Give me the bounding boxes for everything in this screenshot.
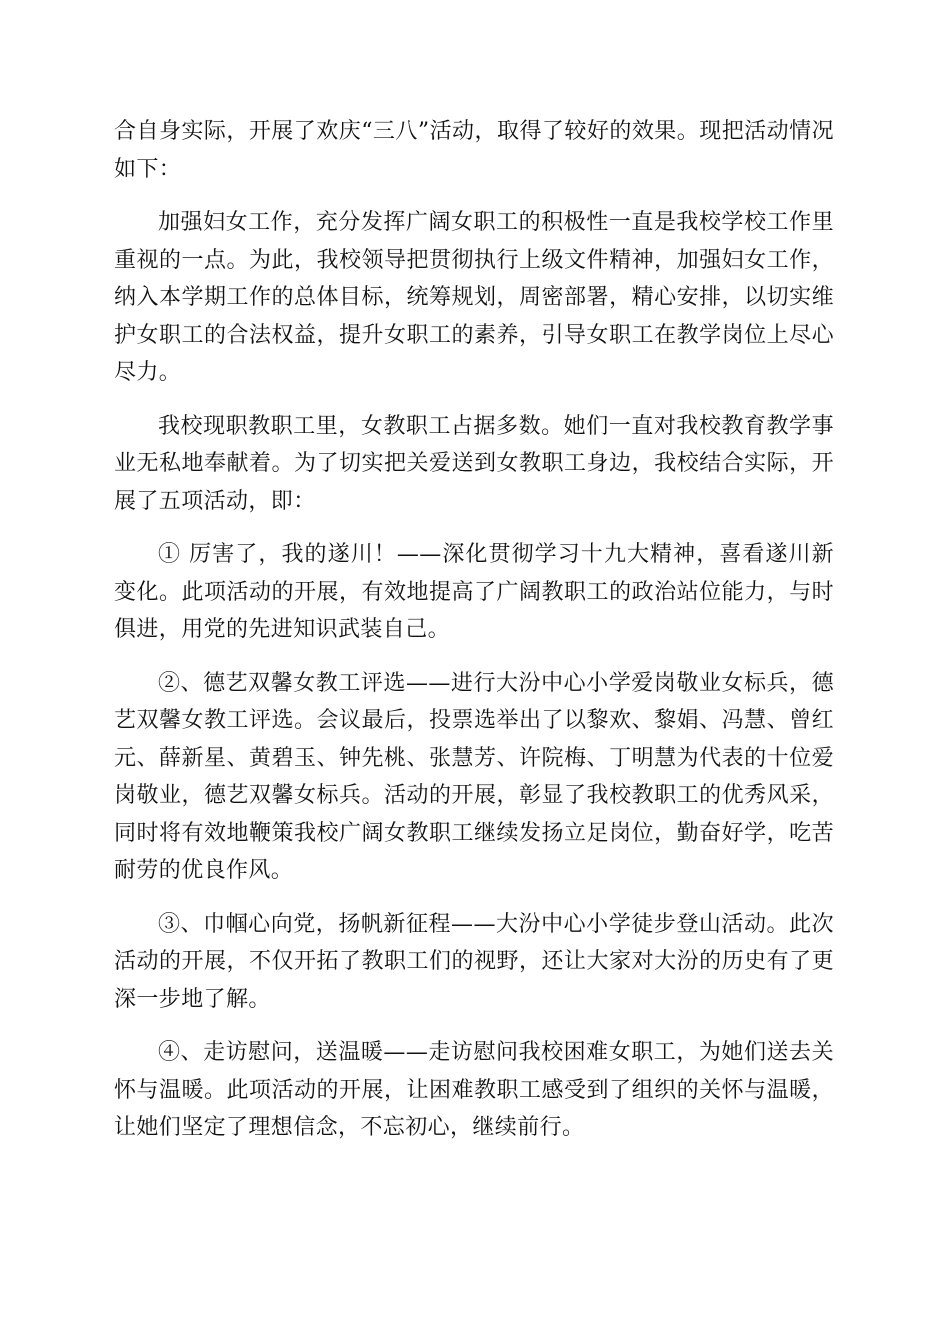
paragraph-intro-continuation: 合自身实际，开展了欢庆“三八”活动，取得了较好的效果。现把活动情况如下： — [114, 119, 834, 182]
paragraph-activity-1: ① 厉害了，我的遂川！——深化贯彻学习十九大精神，喜看遂川新变化。此项活动的开展，有效地提高了广阔教职工的政治站位能力，与时俱进，用党的先进知识武装自己。 — [114, 542, 834, 642]
paragraph-activity-4: ④、走访慰问，送温暖——走访慰问我校困难女职工，为她们送去关怀与温暖。此项活动的开展，让困难教职工感受到了组织的关怀与温暖，让她们坚定了理想信念，不忘初心，继续前行。 — [114, 1040, 834, 1140]
paragraph-activity-3: ③、巾帼心向党，扬帆新征程——大汾中心小学徒步登山活动。此次活动的开展，不仅开拓了教职工们的视野，还让大家对大汾的历史有了更深一步地了解。 — [114, 911, 834, 1012]
document-body — [114, 113, 834, 1163]
paragraph-five-activities: 我校现职教职工里，女教职工占据多数。她们一直对我校教育教学事业无私地奉献着。为了切实把关爱送到女教职工身边，我校结合实际，开展了五项活动，即： — [114, 413, 834, 514]
paragraph-strengthen-womens-work: 加强妇女工作，充分发挥广阔女职工的积极性一直是我校学校工作里重视的一点。为此，我校领导把贯彻执行上级文件精神，加强妇女工作，纳入本学期工作的总体目标，统筹规划，周密部署，精心安排，以切实维护女职工的合法权益，提升女职工的素养，引导女职工在教学岗位上尽心尽力。 — [114, 210, 834, 385]
paragraph-activity-2: ②、德艺双馨女教工评选——进行大汾中心小学爱岗敬业女标兵，德艺双馨女教工评选。会议最后，投票选举出了以黎欢、黎娟、冯慧、曾红元、薛新星、黄碧玉、钟先桃、张慧芳、许院梅、丁明慧为代表的十位爱岗敬业，德艺双馨女标兵。活动的开展，彰显了我校教职工的优秀风采，同时将有效地鞭策我校广阔女教职工继续发扬立足岗位，勤奋好学，吃苦耐劳的优良作风。 — [114, 670, 834, 883]
